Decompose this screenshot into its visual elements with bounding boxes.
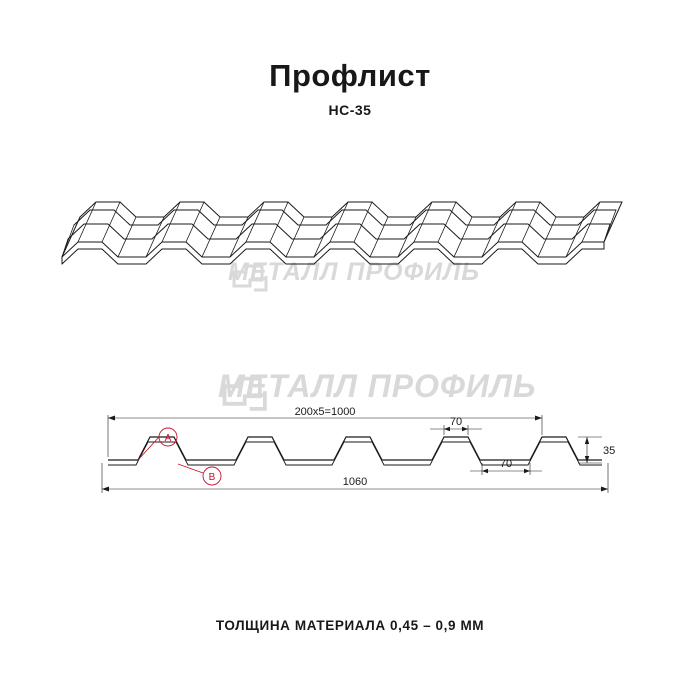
dimension-rib-top-label: 70 [449,416,463,428]
product-code: НС-35 [328,102,372,118]
dimension-pitch-label: 200x5=1000 [294,406,356,418]
callout-b-label: B [208,472,216,483]
material-thickness-note: ТОЛЩИНА МАТЕРИАЛА 0,45 – 0,9 ММ [215,618,485,633]
isometric-profile-illustration [60,165,640,315]
dimension-rib-bottom-label: 70 [499,458,513,470]
cross-section-drawing [90,385,620,515]
page-title: Профлист [269,58,431,93]
watermark-text-bottom: МЕТАЛЛ ПРОФИЛЬ [218,368,537,404]
dimension-height-label: 35 [603,445,616,457]
dimension-total-width-label: 1060 [342,476,368,488]
watermark-text-top: МЕТАЛЛ ПРОФИЛЬ [228,258,480,286]
callout-a-label: A [164,433,172,444]
